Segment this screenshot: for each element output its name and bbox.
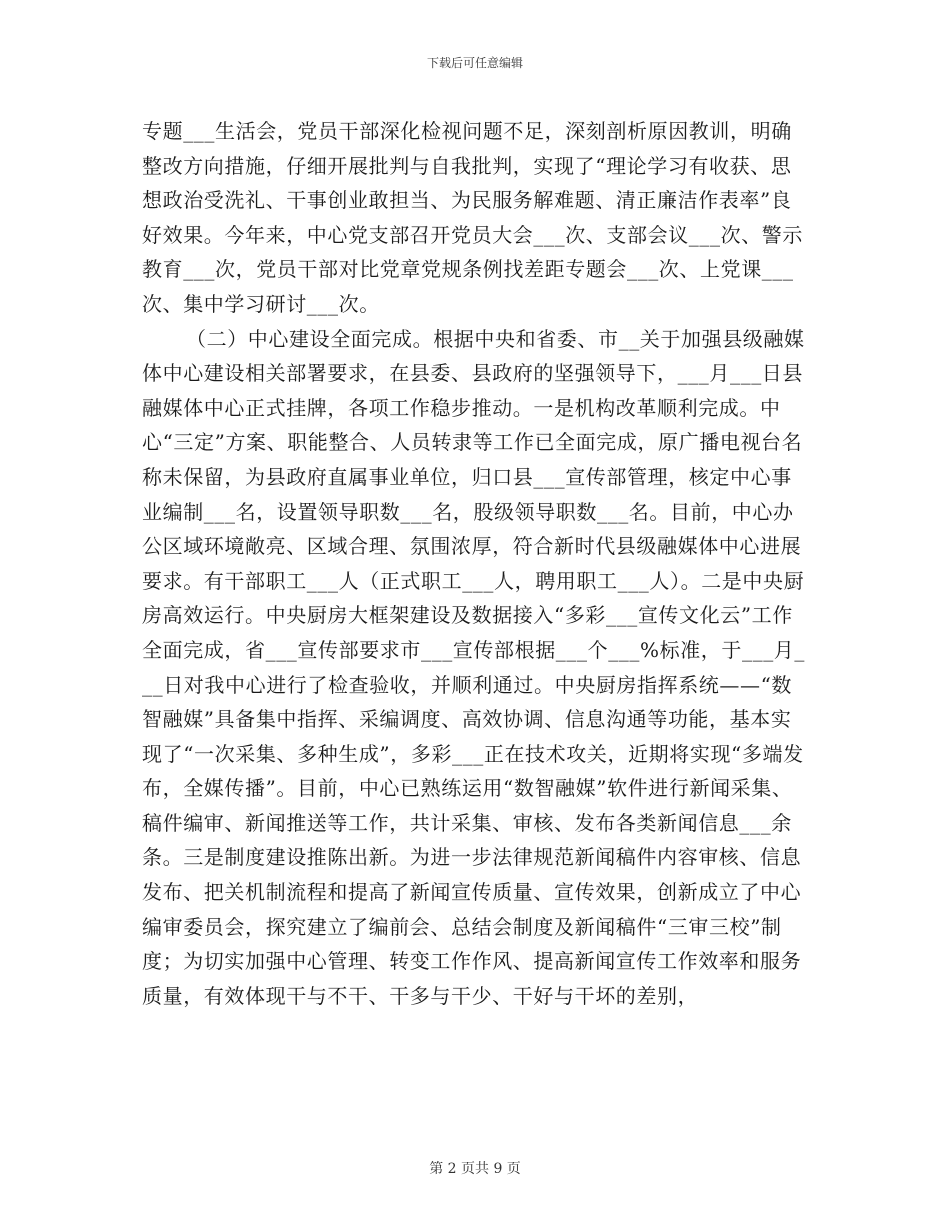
paragraph-2: （二）中心建设全面完成。根据中央和省委、市__关于加强县级融媒体中心建设相关部署要求，在县委、县政府的坚强领导下，___月___日县融媒体中心正式挂牌，各项工作稳步推动。一是机构改革顺利完成。中心“三定”方案、职能整合、人员转隶等工作已全面完成，原广播电视台名称未保留，为县政府直属事业单位，归口县___宣传部管理，核定中心事业编制___名，设置领导职数___名，股级领导职数___名。目前，中心办公区域环境敞亮、区域合理、氛围浓厚，符合新时代县级融媒体中心进展要求。有干部职工___人（正式职工___人，聘用职工___人）。二是中央厨房高效运行。中央厨房大框架建设及数据接入“多彩___宣传文化云”工作全面完成，省___宣传部要求市___宣传部根据___个___%标准，于___月___日对我中心进行了检查验收，并顺利通过。中央厨房指挥系统——“数智融媒”具备集中指挥、采编调度、高效协调、信息沟通等功能，基本实现了“一次采集、多种生成”，多彩___正在技术攻关，近期将实现“多端发布，全媒传播”。目前，中心已熟练运用“数智融媒”软件进行新闻采集、稿件编审、新闻推送等工作，共计采集、审核、发布各类新闻信息___余条。三是制度建设推陈出新。为进一步法律规范新闻稿件内容审核、信息发布、把关机制流程和提高了新闻宣传质量、宣传效果，创新成立了中心编审委员会，探究建立了编前会、总结会制度及新闻稿件“三审三校”制度；为切实加强中心管理、转变工作作风、提高新闻宣传工作效率和服务质量，有效体现干与不干、干多与干少、干好与干坏的差别，	[142, 326, 806, 1008]
page-number: 第 2 页共 9 页	[429, 1161, 521, 1177]
document-body	[142, 114, 810, 1013]
paragraph-1: 专题___生活会，党员干部深化检视问题不足，深刻剖析原因教训，明确整改方向措施，仔细开展批判与自我批判，实现了“理论学习有收获、思想政治受洗礼、干事创业敢担当、为民服务解难题、清正廉洁作表率”良好效果。今年来，中心党支部召开党员大会___次、支部会议___次、警示教育___次，党员干部对比党章党规条例找差距专题会___次、上党课___次、集中学习研讨___次。	[142, 119, 803, 316]
page-header: 下载后可任意编辑	[426, 56, 523, 70]
